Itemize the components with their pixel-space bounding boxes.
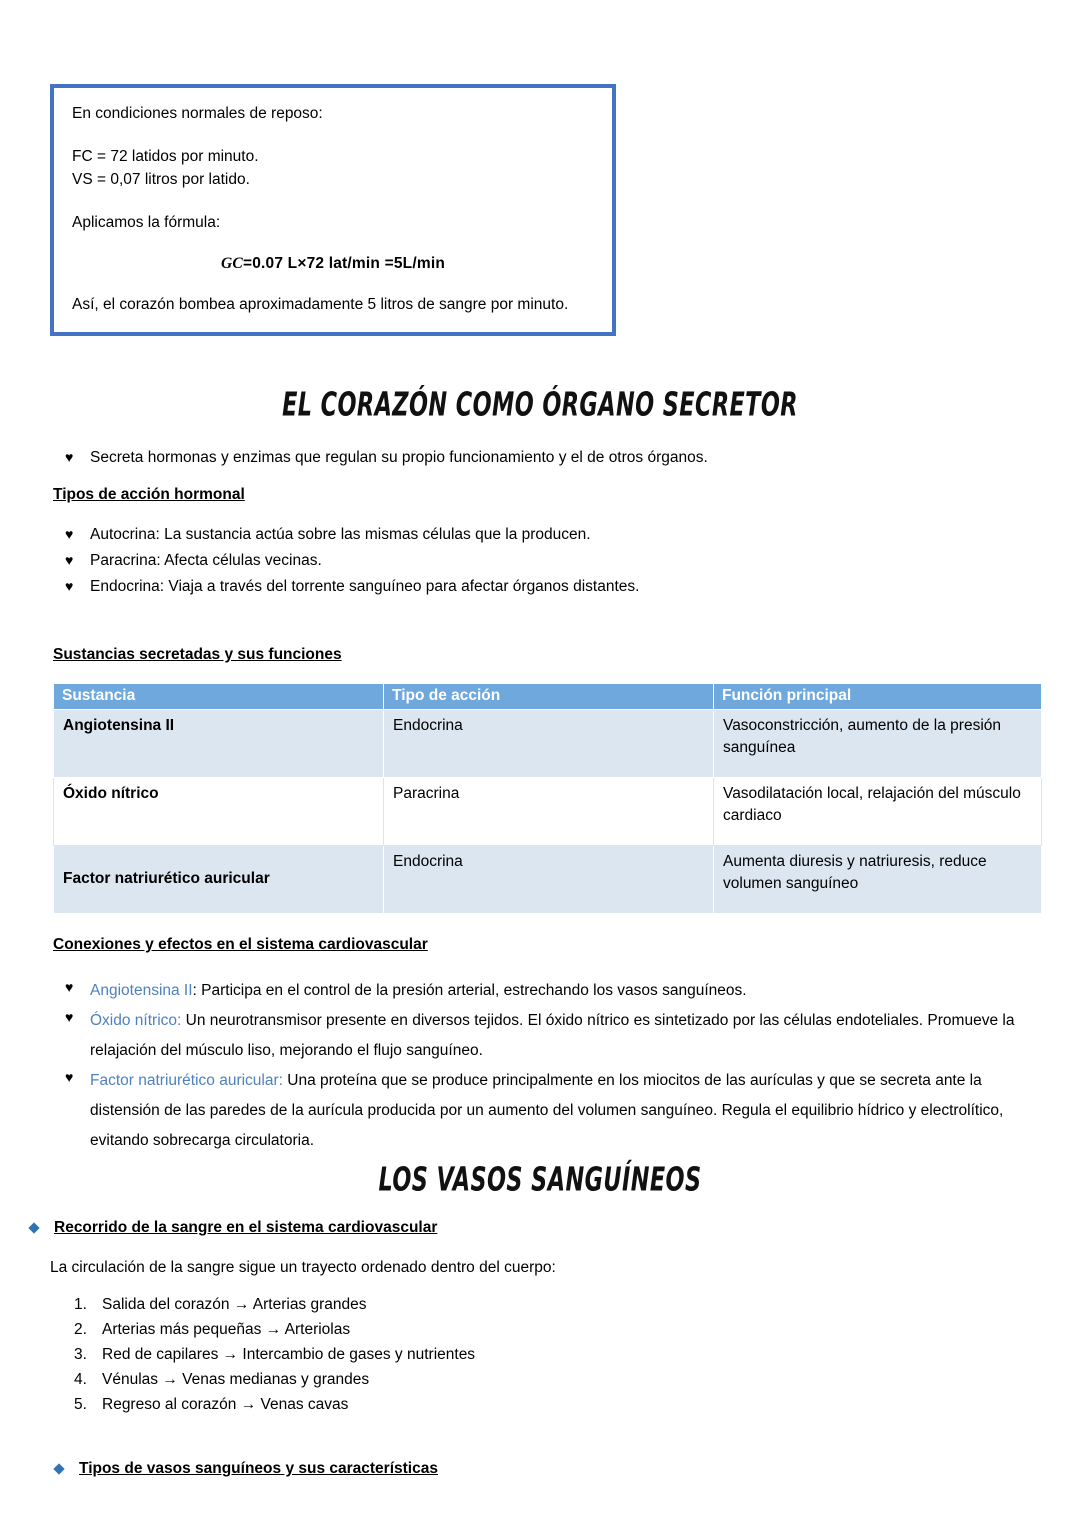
callout-fc: FC = 72 latidos por minuto. xyxy=(72,148,259,165)
cell-funcion: Aumenta diuresis y natriuresis, reduce volumen sanguíneo xyxy=(714,846,1042,914)
list-item xyxy=(53,976,1048,1006)
example-callout-box xyxy=(50,84,616,336)
formula-expression: =0.07 L×72 lat/min =5L/min xyxy=(242,255,445,272)
sustancias-title-wrap xyxy=(53,646,342,664)
list-item-term: Angiotensina II xyxy=(90,982,193,999)
table-row xyxy=(54,710,1042,778)
column-header-tipo: Tipo de acción xyxy=(384,684,714,710)
cell-tipo: Endocrina xyxy=(384,710,714,778)
recorrido-steps-list xyxy=(56,1292,1016,1417)
heart-icon: ♥ xyxy=(65,449,74,465)
table-header-row xyxy=(54,684,1042,710)
subsection-title: Tipos de acción hormonal xyxy=(53,486,245,503)
cell-tipo: Endocrina xyxy=(384,846,714,914)
list-item-label: Secreta hormonas y enzimas que regulan su propio funcionamiento y el de otros órganos. xyxy=(90,449,708,466)
cell-tipo: Paracrina xyxy=(384,778,714,846)
spacer xyxy=(72,275,594,293)
column-header-funcion: Función principal xyxy=(714,684,1042,710)
callout-conclusion: Así, el corazón bombea aproximadamente 5 litros de sangre por minuto. xyxy=(72,296,569,313)
list-item: Vénulas → Venas medianas y grandes xyxy=(102,1371,370,1388)
section-heading-organo-secretor: EL CORAZÓN COMO ÓRGANO SECRETOR xyxy=(282,385,798,424)
spacer xyxy=(72,234,594,252)
conexiones-list xyxy=(53,976,1048,1156)
cell-funcion: Vasoconstricción, aumento de la presión sanguínea xyxy=(714,710,1042,778)
cell-funcion: Vasodilatación local, relajación del músculo cardiaco xyxy=(714,778,1042,846)
cell-sustancia: Angiotensina II xyxy=(54,710,384,778)
conexiones-title-wrap xyxy=(53,936,428,954)
list-item xyxy=(53,549,1013,573)
conexiones-list-wrap xyxy=(53,976,1048,1156)
list-item xyxy=(53,1006,1048,1066)
tipos-accion-list xyxy=(53,523,1013,599)
recorrido-heading xyxy=(30,1219,437,1237)
callout-intro: En condiciones normales de reposo: xyxy=(72,105,323,122)
list-item: Regreso al corazón → Venas cavas xyxy=(102,1396,349,1413)
list-item: Salida del corazón → Arterias grandes xyxy=(102,1296,367,1313)
column-header-sustancia: Sustancia xyxy=(54,684,384,710)
list-item-term: Óxido nítrico: xyxy=(90,1012,182,1029)
list-item-label: Paracrina: Afecta células vecinas. xyxy=(90,552,322,569)
heart-icon: ♥ xyxy=(65,979,74,995)
heart-icon: ♥ xyxy=(65,552,74,568)
list-item xyxy=(53,575,1013,599)
formula-symbol: GC xyxy=(221,255,243,272)
callout-vs: VS = 0,07 litros por latido. xyxy=(72,171,250,188)
list-item-label: Autocrina: La sustancia actúa sobre las mismas células que la producen. xyxy=(90,526,591,543)
recorrido-heading-label: Recorrido de la sangre en el sistema cardiovascular xyxy=(54,1219,438,1236)
recorrido-steps-wrap xyxy=(56,1292,1016,1417)
list-item xyxy=(53,446,1013,470)
heart-icon: ♥ xyxy=(65,578,74,594)
diamond-bullet-icon xyxy=(28,1222,39,1233)
cardiac-output-formula xyxy=(72,252,594,275)
list-item-term: Factor natriurético auricular: xyxy=(90,1072,283,1089)
section-heading-vasos-sanguineos: LOS VASOS SANGUÍNEOS xyxy=(378,1160,702,1199)
sustancias-table xyxy=(53,683,1042,914)
tipos-accion-title-wrap xyxy=(53,486,245,504)
heart-icon: ♥ xyxy=(65,1009,74,1025)
list-item: Arterias más pequeñas → Arteriolas xyxy=(102,1321,351,1338)
subsection-title: Conexiones y efectos en el sistema cardiovascular xyxy=(53,936,428,953)
tipos-accion-list-wrap xyxy=(53,523,1013,601)
cell-sustancia: Factor natriurético auricular xyxy=(54,846,384,914)
list-item-label: Una proteína que se produce principalmente en los miocitos de las aurículas y que se secreta ante la distensión de las paredes de la aurícula producida por un aumento del volumen sanguíneo. Regula el equilibrio hídrico y electrolítico, evitando sobrecarga circulatoria. xyxy=(90,1072,1004,1149)
tipos-vasos-heading xyxy=(55,1460,438,1478)
table-row xyxy=(54,778,1042,846)
list-item xyxy=(53,1066,1048,1156)
recorrido-intro-wrap xyxy=(50,1256,1010,1279)
list-item-label: Un neurotransmisor presente en diversos tejidos. El óxido nítrico es sintetizado por las células endoteliales. Promueve la relajación del músculo liso, mejorando el flujo sanguíneo. xyxy=(90,1012,1015,1059)
heart-icon: ♥ xyxy=(65,526,74,542)
spacer xyxy=(72,191,594,211)
subsection-title: Sustancias secretadas y sus funciones xyxy=(53,646,342,663)
spacer xyxy=(72,125,594,145)
table-row xyxy=(54,846,1042,914)
recorrido-intro: La circulación de la sangre sigue un trayecto ordenado dentro del cuerpo: xyxy=(50,1259,556,1276)
heart-icon: ♥ xyxy=(65,1069,74,1085)
callout-apply: Aplicamos la fórmula: xyxy=(72,214,221,231)
list-item xyxy=(53,523,1013,547)
list-item: Red de capilares → Intercambio de gases y nutrientes xyxy=(102,1346,476,1363)
list-item-label: : Participa en el control de la presión arterial, estrechando los vasos sanguíneos. xyxy=(192,982,747,999)
tipos-vasos-heading-label: Tipos de vasos sanguíneos y sus características xyxy=(79,1460,438,1477)
cell-sustancia: Óxido nítrico xyxy=(54,778,384,846)
list-item-label: Endocrina: Viaja a través del torrente sanguíneo para afectar órganos distantes. xyxy=(90,578,640,595)
intro-bullet-list-wrap xyxy=(53,446,1013,472)
intro-bullet-list xyxy=(53,446,1013,470)
diamond-bullet-icon xyxy=(53,1463,64,1474)
